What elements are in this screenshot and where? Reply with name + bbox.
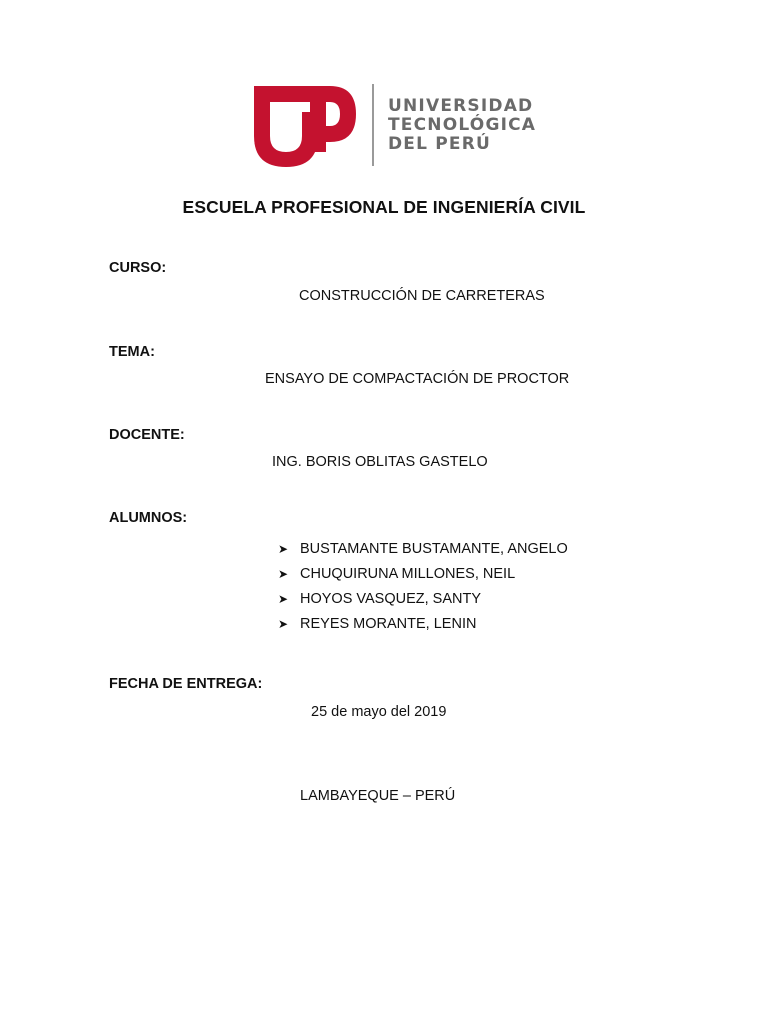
logo-wordmark	[388, 97, 536, 154]
logo-line-2: TECNOLÓGICA	[388, 115, 537, 135]
student-name: BUSTAMANTE BUSTAMANTE, ANGELO	[300, 540, 568, 557]
fecha-value: 25 de mayo del 2019	[311, 704, 447, 720]
tema-label: TEMA:	[109, 344, 155, 360]
place-text: LAMBAYEQUE – PERÚ	[300, 788, 456, 804]
docente-value: ING. BORIS OBLITAS GASTELO	[272, 454, 488, 470]
logo-divider	[372, 84, 374, 166]
utp-logo	[250, 84, 540, 168]
docente-label: DOCENTE:	[109, 427, 185, 443]
student-name: CHUQUIRUNA MILLONES, NEIL	[300, 565, 516, 582]
arrowhead-bullet-icon: ➤	[278, 616, 289, 631]
utp-logo-mark-icon	[250, 84, 362, 168]
arrowhead-bullet-icon: ➤	[278, 566, 289, 581]
tema-value: ENSAYO DE COMPACTACIÓN DE PROCTOR	[265, 371, 570, 387]
school-title: ESCUELA PROFESIONAL DE INGENIERÍA CIVIL	[182, 197, 586, 217]
arrowhead-bullet-icon: ➤	[278, 541, 289, 556]
list-item	[278, 561, 568, 586]
logo-line-3: DEL PERÚ	[388, 134, 492, 154]
fecha-label: FECHA DE ENTREGA:	[109, 676, 263, 692]
curso-value: CONSTRUCCIÓN DE CARRETERAS	[299, 288, 545, 304]
student-name: REYES MORANTE, LENIN	[300, 615, 477, 632]
arrowhead-bullet-icon: ➤	[278, 591, 289, 606]
list-item	[278, 586, 568, 611]
students-list	[278, 536, 568, 636]
alumnos-label: ALUMNOS:	[109, 510, 188, 526]
student-name: HOYOS VASQUEZ, SANTY	[300, 590, 482, 607]
logo-line-1: UNIVERSIDAD	[388, 96, 534, 116]
list-item	[278, 611, 568, 636]
curso-label: CURSO:	[109, 260, 167, 276]
list-item	[278, 536, 568, 561]
